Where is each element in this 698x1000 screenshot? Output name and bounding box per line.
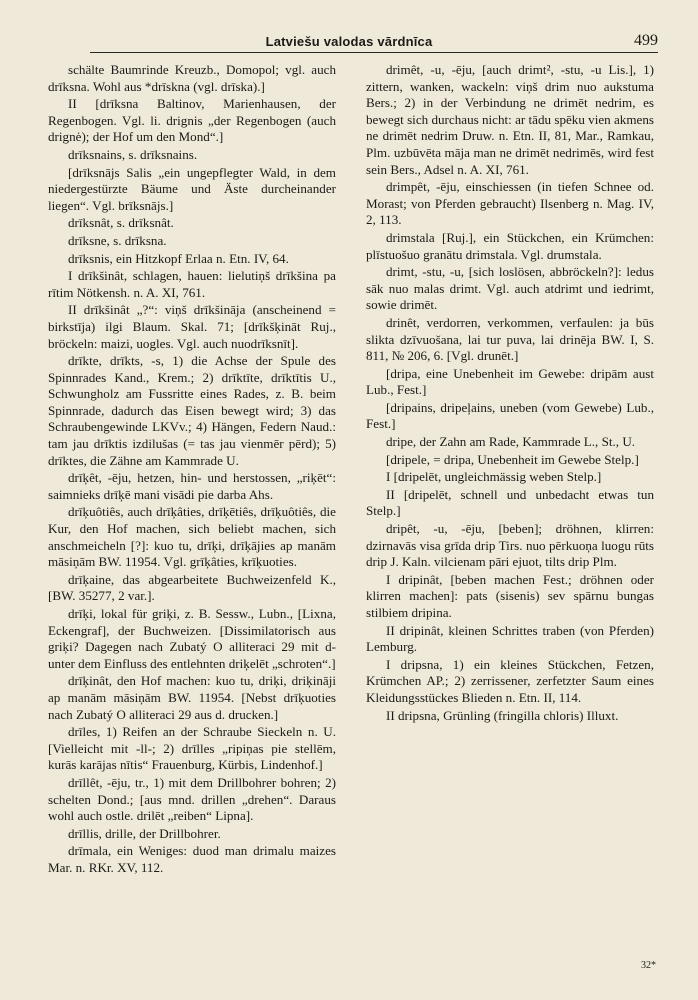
dictionary-entry: I drīkšinât, schlagen, hauen: lielutiņš drīkšina pa rītim Nötkensh. n. A. XI, 761. <box>48 268 336 300</box>
dictionary-entry: dripe, der Zahn am Rade, Kammrade L., St., U. <box>386 434 636 450</box>
dictionary-entry: II drīkšinât „?“: viņš drīkšināja (anscheinend = birkstīja) ilgi Blaum. Skal. 71; [drīkšķināt Ruj., bröckeln: maizi, uogles. Vgl. auch nuodrīksnīt]. <box>48 302 336 351</box>
dictionary-entry: drīķaine, das abgearbeitete Buchweizenfeld K., [BW. 35277, 2 var.]. <box>48 571 336 604</box>
dictionary-entry: drīķêt, -ēju, hetzen, hin- und herstossen, „riķēt“: saimnieks drīķē mani visādi pie darba Ahs. <box>48 470 336 502</box>
page-header <box>40 30 658 54</box>
dictionary-entry: [dripele, = dripa, Unebenheit im Gewebe Stelp.] <box>386 451 639 467</box>
dictionary-entry: drīksnis, ein Hitzkopf Erlaa n. Etn. IV, 64. <box>68 250 289 266</box>
dictionary-entry: drīķinât, den Hof machen: kuo tu, driķi, driķināji ap manām māsiņām BW. 11954. [Nebst drīķuoties nach Zubatý O alliteraci 29 aus d. drucken.] <box>48 673 336 722</box>
dictionary-entry: drīkte, drīkts, -s, 1) die Achse der Spule des Spinnrades Kand., Krem.; 2) drīktīte, drīktītis U., Schwungholz am Fussritte eines Rades, z. B. beim Spinnrade, dadurch das Eisen bewegt wird; 3) das Schraubengewinde LKVv.; 4) Hängen, Federn Naud.: tam jau drīktis izdilušas (= tas jau vienmēr pērd); 5) drīktes, die Zähne am Kammrade U. <box>48 353 336 468</box>
running-head-title: Latviešu valodas vārdnīca <box>265 34 433 49</box>
dictionary-entry: I dripinât, [beben machen Fest.; dröhnen oder klirren machen]: pats (sisenis) sev spārnu bungas stilbiem dripina. <box>366 571 654 620</box>
dictionary-entry: drimpêt, -ēju, einschiessen (in tiefen Schnee od. Morast; von Pferden gebraucht) Ilsenberg n. Mag. IV, 2, 113. <box>366 179 654 228</box>
dictionary-entry: drīķi, lokal für griķi, z. B. Sessw., Lubn., [Lixna, Eckengraf], der Buchweizen. [Dissimilatorisch aus griķi? Dagegen nach Zubatý O alliteraci 29 mit d- unter dem Einfluss des entlehnten driķelēt „schroten“.] <box>48 606 336 671</box>
dictionary-entry: II [drīksna Baltinov, Marienhausen, der Regenbogen. Vgl. li. drignis „der Regenbogen (auch drignė); der Hof um den Mond“.] <box>48 96 336 145</box>
dictionary-entry: schälte Baumrinde Kreuzb., Domopol; vgl. auch drīksna. Wohl aus *drīskna (vgl. drīska).] <box>48 62 336 94</box>
left-column <box>48 62 336 878</box>
dictionary-entry: drīksnât, s. drīksnât. <box>68 215 174 231</box>
dictionary-entry: drinêt, verdorren, verkommen, verfaulen: ja būs slikta dzīvuošana, lai tur puva, lai drinēja BW. I, S. 811, № 206, 6. [Vgl. drunēt.] <box>366 314 654 364</box>
dictionary-entry: drimêt, -u, -ēju, [auch drimt², -stu, -u Lis.], 1) zittern, wanken, wackeln: viņš drim nuo aukstuma Bers.; 2) in der Verbindung ne drimēt nedrim, es bewegt sich durchaus nicht: ar tādu spēku vien akmens ne drimēt nedrim Druw. n. Etn. II, 81, Mar., Ramkau, Plm. uzbūvēta māja man ne drimēt nedrimēs, wird fest sein Bers., Adsel n. A. XI, 761. <box>366 62 654 177</box>
right-column <box>366 62 654 725</box>
dictionary-entry: drīles, 1) Reifen an der Schraube Sieckeln n. U. [Vielleicht mit -ll-; 2) drīlles „ripiņas pie stellēm, kurās karājas nītis“ Frauenburg, Kürbis, Lindenhof.] <box>48 724 336 773</box>
page-number: 499 <box>634 32 658 49</box>
dictionary-entry: drimstala [Ruj.], ein Stückchen, ein Krümchen: plīstuošuo granātu drimstala. Vgl. drumstala. <box>366 229 654 262</box>
dictionary-entry: II dripinât, kleinen Schrittes traben (von Pferden) Lemburg. <box>366 622 654 655</box>
dictionary-entry: drīllêt, -ēju, tr., 1) mit dem Drillbohrer bohren; 2) schelten Dond.; [aus mnd. drillen „drehen“. Daraus wohl auch ostle. drilēt „reiben“ Lipna]. <box>48 774 336 824</box>
dictionary-entry: [dripa, eine Unebenheit im Gewebe: dripām aust Lub., Fest.] <box>366 365 654 398</box>
dictionary-entry: II dripsna, Grünling (fringilla chloris) Illuxt. <box>386 707 619 723</box>
dictionary-entry: I dripsna, 1) ein kleines Stückchen, Fetzen, Krümchen AP.; 2) zerrissener, zerfetzter Saum eines Kleidungsstückes Blieden n. Etn. II, 114. <box>366 656 654 705</box>
dictionary-entry: [drīksnājs Salis „ein ungepflegter Wald, in dem niedergestürzte Bäume und Äste durcheinander liegen“. Vgl. brīksnājs.] <box>48 164 336 213</box>
dictionary-entry: I [dripelēt, ungleichmässig weben Stelp.] <box>386 469 602 485</box>
dictionary-entry: drimt, -stu, -u, [sich loslösen, abbröckeln?]: ledus sāk nuo malas drimt. Vgl. auch atdrimt und iedrimt, sowie drimēt. <box>366 264 654 313</box>
header-rule <box>90 52 658 53</box>
dictionary-entry: drīķuôtiês, auch drīķâties, drīķētiês, drīķuôtiês, die Kur, den Hof machen, sich beliebt machen, sich anschmeicheln [?]: kuo tu, drīķi, drīķājies ap manām māsiņām BW. 11954. Vgl. grīķâties, krīķuoties. <box>48 504 336 570</box>
dictionary-entry: [dripains, dripeļains, uneben (vom Gewebe) Lub., Fest.] <box>366 399 654 432</box>
printer-signature: 32* <box>641 960 656 971</box>
dictionary-entry: II [dripelēt, schnell und unbedacht etwas tun Stelp.] <box>366 486 654 519</box>
dictionary-entry: dripêt, -u, -ēju, [beben]; dröhnen, klirren: dzirnavās visa grīda drip Tirs. nuo pērkuoņa luogu rūts drip J. Kaln. vilcienam pāri ejuot, tilts drip Plm. <box>366 521 654 570</box>
dictionary-entry: drīmala, ein Weniges: duod man drimalu maizes Mar. n. RKr. XV, 112. <box>48 843 336 875</box>
dictionary-entry: drīksnains, s. drīksnains. <box>68 146 198 162</box>
dictionary-entry: drīllis, drille, der Drillbohrer. <box>68 825 221 841</box>
dictionary-entry: drīksne, s. drīksna. <box>68 232 167 248</box>
